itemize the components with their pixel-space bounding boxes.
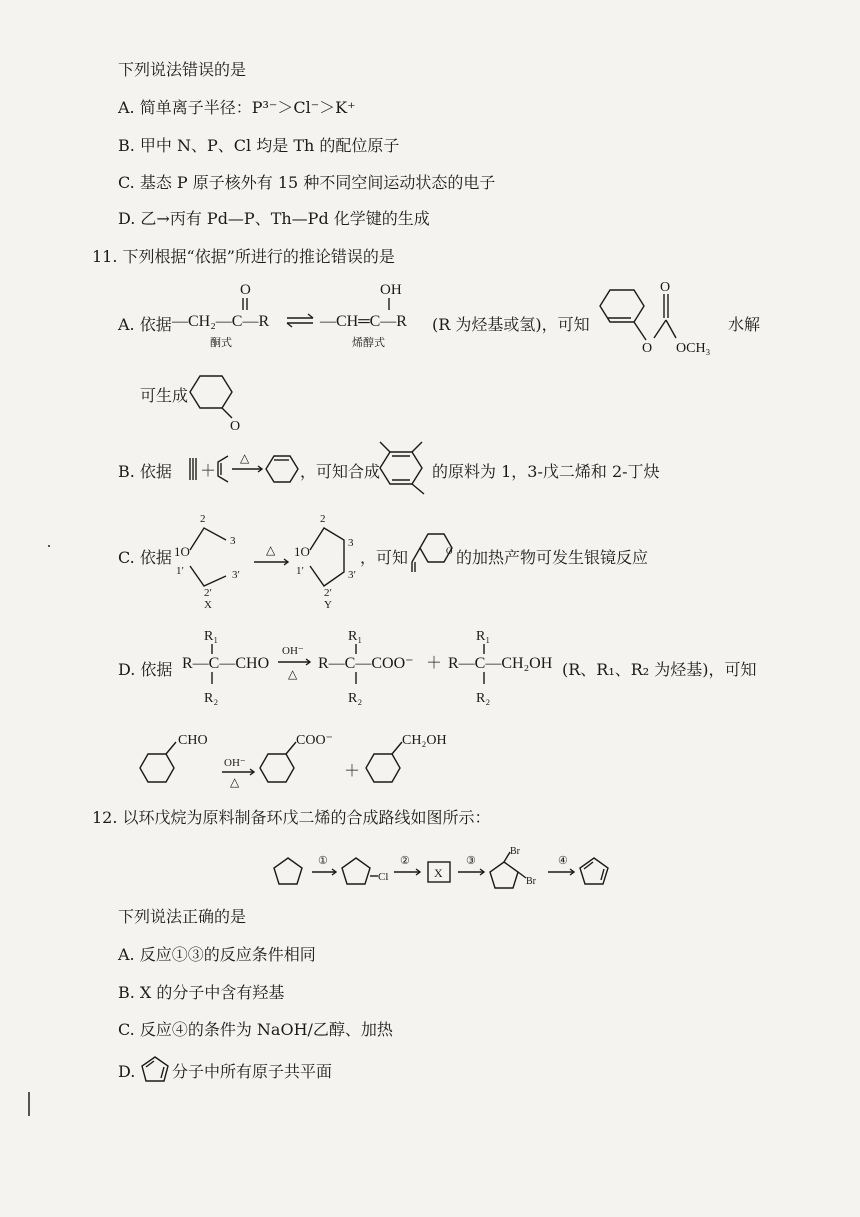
plus-sign: ＋ bbox=[344, 763, 361, 780]
carboxylate-product: R—C—COO⁻ bbox=[318, 655, 414, 672]
q12-option-c: C. 反应④的条件为 NaOH/乙醇、加热 bbox=[118, 1020, 393, 1039]
aldehyde-reactant: R—C—CHO bbox=[182, 655, 270, 672]
heat-symbol: △ bbox=[266, 543, 276, 557]
aldehyde-group: CHO bbox=[178, 733, 208, 748]
q10-stem-tail: 下列说法错误的是 bbox=[118, 60, 247, 79]
q11-c-text: ，可知 bbox=[360, 548, 409, 567]
ring-oxygen: O bbox=[446, 546, 453, 556]
substituent-r2: R₂ bbox=[204, 691, 219, 706]
step-1-label: ① bbox=[318, 855, 328, 867]
substituent-r1: R₁ bbox=[204, 629, 219, 644]
atom-label: 1′ bbox=[176, 565, 184, 577]
atom-label: 3′ bbox=[232, 569, 240, 581]
plus-sign: ＋ bbox=[200, 463, 217, 480]
q11-stem: 11. 下列根据“依据”所进行的推论错误的是 bbox=[92, 247, 395, 266]
q10-option-a: A. 简单离子半径：P³⁻＞Cl⁻＞K⁺ bbox=[118, 98, 356, 117]
atom-label: Y bbox=[324, 599, 332, 611]
bromo-substituent: Br bbox=[526, 876, 536, 887]
q11-a-note: (R 为烃基或氢)，可知 bbox=[432, 315, 590, 334]
atom-label: 1′ bbox=[296, 565, 304, 577]
benzaldehyde-cannizzaro-scheme bbox=[130, 726, 490, 796]
enol-carbonate-structure bbox=[598, 282, 738, 357]
enol-oh: OH bbox=[380, 282, 402, 298]
q11-c-tail: 的加热产物可发生银镜反应 bbox=[456, 548, 649, 567]
enol-form-label: 烯醇式 bbox=[352, 337, 385, 349]
cyclohexanone-structure bbox=[186, 372, 256, 434]
synthesis-route-scheme bbox=[270, 844, 620, 900]
q11-c-prefix: C. 依据 bbox=[118, 548, 172, 567]
claisen-rearrangement-scheme bbox=[170, 510, 370, 610]
heat-symbol: △ bbox=[288, 667, 298, 681]
q11-b-tail: 的原料为 1，3-戊二烯和 2-丁炔 bbox=[432, 462, 660, 481]
q11-b-prefix: B. 依据 bbox=[118, 462, 172, 481]
q12-stem: 12. 以环戊烷为原料制备环戊二烯的合成路线如图所示： bbox=[92, 808, 491, 827]
substituent-r2: R₂ bbox=[476, 691, 491, 706]
atom-label: 2′ bbox=[204, 587, 212, 599]
keto-oxygen: O bbox=[240, 282, 251, 298]
ketone-oxygen: O bbox=[230, 419, 241, 434]
ketone-form-label: 酮式 bbox=[210, 337, 232, 349]
atom-label: 1O bbox=[294, 544, 310, 559]
q12-option-a: A. 反应①③的反应条件相同 bbox=[118, 945, 316, 964]
q12-option-d-tail: 分子中所有原子共平面 bbox=[172, 1062, 333, 1081]
chloro-substituent: Cl bbox=[378, 871, 389, 883]
hydroxide-reagent: OH⁻ bbox=[224, 757, 246, 769]
substituent-r1: R₁ bbox=[348, 629, 363, 644]
substituent-r1: R₁ bbox=[476, 629, 491, 644]
scan-mark bbox=[28, 1092, 30, 1116]
heat-symbol: △ bbox=[240, 451, 250, 465]
q11-a-product-prefix: 可生成 bbox=[140, 386, 189, 405]
hydroxymethyl-group: CH₂OH bbox=[402, 733, 447, 748]
enol-group: —CH═C—R bbox=[320, 313, 407, 330]
intermediate-x: X bbox=[434, 866, 443, 880]
keto-group: —CH₂—C—R bbox=[172, 313, 270, 330]
atom-label: 3′ bbox=[348, 569, 356, 581]
step-4-label: ④ bbox=[558, 855, 568, 867]
methoxy-group: OCH₃ bbox=[676, 341, 711, 356]
ester-oxygen: O bbox=[642, 341, 653, 356]
q12-option-d: D. bbox=[118, 1062, 136, 1081]
carbonyl-oxygen: O bbox=[660, 280, 671, 295]
heat-symbol: △ bbox=[230, 775, 240, 789]
atom-label: 3 bbox=[348, 537, 354, 549]
q10-option-b: B. 甲中 N、P、Cl 均是 Th 的配位原子 bbox=[118, 136, 400, 155]
step-2-label: ② bbox=[400, 855, 410, 867]
atom-label: 2 bbox=[200, 513, 206, 525]
scan-dot bbox=[48, 545, 50, 547]
atom-label: 2′ bbox=[324, 587, 332, 599]
dimethylcyclohexadiene-structure bbox=[376, 440, 438, 500]
hydroxide-reagent: OH⁻ bbox=[282, 645, 304, 657]
q11-d-note: (R、R₁、R₂ 为烃基)，可知 bbox=[562, 660, 757, 679]
atom-label: 2 bbox=[320, 513, 326, 525]
atom-label: X bbox=[204, 599, 212, 611]
q11-a-hydrolysis: 水解 bbox=[728, 315, 761, 334]
alcohol-product: R—C—CH₂OH bbox=[448, 655, 553, 672]
q12-option-b: B. X 的分子中含有羟基 bbox=[118, 983, 285, 1002]
pyranyl-ketone-structure bbox=[404, 528, 464, 576]
q10-option-c: C. 基态 P 原子核外有 15 种不同空间运动状态的电子 bbox=[118, 173, 496, 192]
cyclopentadiene-structure bbox=[140, 1054, 172, 1086]
bromo-substituent: Br bbox=[510, 846, 520, 857]
q10-option-d: D. 乙→丙有 Pd—P、Th—Pd 化学键的生成 bbox=[118, 209, 430, 228]
substituent-r2: R₂ bbox=[348, 691, 363, 706]
q12-question: 下列说法正确的是 bbox=[118, 907, 247, 926]
q11-a-prefix: A. 依据 bbox=[118, 315, 172, 334]
step-3-label: ③ bbox=[466, 855, 476, 867]
carboxylate-group: COO⁻ bbox=[296, 733, 333, 748]
plus-sign: ＋ bbox=[426, 655, 443, 672]
atom-label: 1O bbox=[174, 544, 190, 559]
q11-b-text: ，可知合成 bbox=[300, 462, 381, 481]
q11-d-prefix: D. 依据 bbox=[118, 660, 173, 679]
atom-label: 3 bbox=[230, 535, 236, 547]
